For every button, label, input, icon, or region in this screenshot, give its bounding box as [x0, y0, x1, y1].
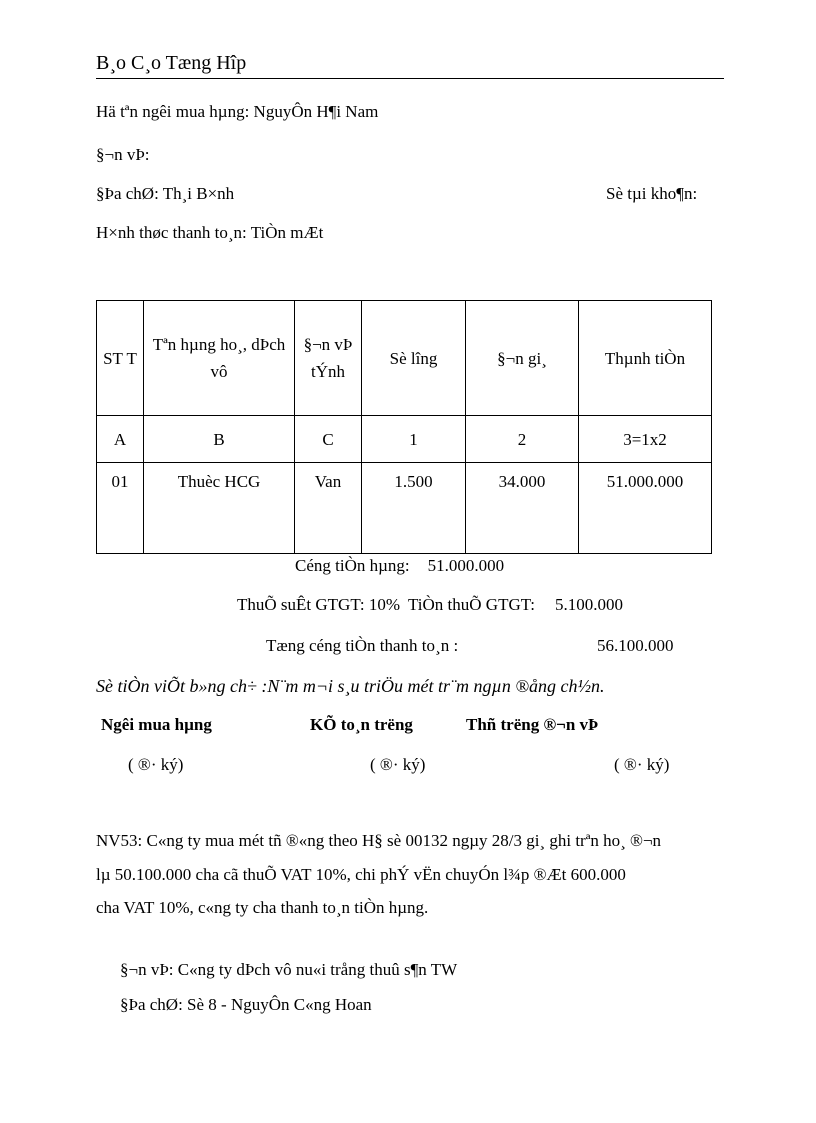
table-header-row [97, 301, 712, 416]
code-cell: B [144, 416, 295, 463]
code-cell: A [97, 416, 144, 463]
account-number-label: Sè tµi kho¶n: [606, 184, 698, 203]
subtotal-value: 51.000.000 [427, 556, 505, 575]
accountant-signed-note: ( ®· ký) [370, 755, 426, 774]
payment-method-line: H×nh thøc thanh to¸n: TiÒn mÆt [96, 223, 324, 242]
buyer-signed-note: ( ®· ký) [128, 755, 184, 774]
header-quantity: Sè lîng [362, 301, 466, 416]
code-cell: 3=1x2 [579, 416, 712, 463]
subtotal-label: Céng tiÒn hµng: [295, 556, 410, 575]
header-unit: §¬n vÞ tÝnh [295, 301, 362, 416]
buyer-name-line: Hä tªn ngêi mua hµng: NguyÔn H¶i Nam [96, 102, 379, 121]
row-unit: Van [295, 463, 362, 554]
vat-amount-value: 5.100.000 [555, 595, 623, 614]
grand-total-label: Tæng céng tiÒn thanh to¸n : [266, 636, 459, 655]
head-of-unit-signed-note: ( ®· ký) [614, 755, 670, 774]
head-of-unit-signature-title: Thñ trëng ®¬n vÞ [466, 715, 599, 734]
table-code-row [97, 416, 712, 463]
transaction-nv53 [96, 824, 736, 925]
invoice-table [96, 300, 712, 554]
document-title: B¸o C¸o Tæng Hîp [96, 52, 247, 74]
address-line: §Þa chØ: Th¸i B×nh [96, 184, 235, 203]
code-cell: C [295, 416, 362, 463]
vat-row [237, 595, 623, 615]
header-item-name: Tªn hµng ho¸, dÞch vô [144, 301, 295, 416]
buyer-signature-title: Ngêi mua hµng [101, 715, 212, 734]
header-unit-price: §¬n gi¸ [466, 301, 579, 416]
code-cell: 2 [466, 416, 579, 463]
grand-total-row [266, 636, 674, 656]
row-quantity: 1.500 [362, 463, 466, 554]
table-row [97, 463, 712, 554]
code-cell: 1 [362, 416, 466, 463]
seller-address-line: §Þa chØ: Sè 8 - NguyÔn C«ng Hoan [120, 995, 372, 1014]
row-unit-price: 34.000 [466, 463, 579, 554]
accountant-signature-title: KÕ to¸n trëng [310, 715, 413, 734]
header-stt: ST T [97, 301, 144, 416]
amount-in-words: Sè tiÒn viÕt b»ng ch÷ :N¨m m¬i s¸u triÖu mét tr¨m ngµn ®ång ch½n. [96, 676, 605, 696]
row-amount: 51.000.000 [579, 463, 712, 554]
header-amount: Thµnh tiÒn [579, 301, 712, 416]
grand-total-value: 56.100.000 [597, 636, 674, 655]
header-divider [96, 78, 724, 79]
vat-rate-label: ThuÕ suÊt GTGT: 10% [237, 595, 400, 614]
unit-line: §¬n vÞ: [96, 145, 150, 164]
paragraph-line: cha VAT 10%, c«ng ty cha thanh to¸n tiÒn hµng. [96, 898, 429, 917]
row-stt: 01 [97, 463, 144, 554]
seller-unit-line: §¬n vÞ: C«ng ty dÞch vô nu«i trång thuû s¶n TW [120, 960, 458, 979]
vat-amount-label: TiÒn thuÕ GTGT: [408, 595, 535, 614]
paragraph-line: lµ 50.100.000 cha cã thuÕ VAT 10%, chi phÝ vËn chuyÓn l¾p ®Æt 600.000 [96, 864, 626, 884]
subtotal-row [295, 556, 504, 576]
row-item-name: Thuèc HCG [144, 463, 295, 554]
paragraph-line: NV53: C«ng ty mua mét tñ ®«ng theo H§ sè 00132 ngµy 28/3 gi¸ ghi trªn ho¸ ®¬n [96, 831, 662, 850]
